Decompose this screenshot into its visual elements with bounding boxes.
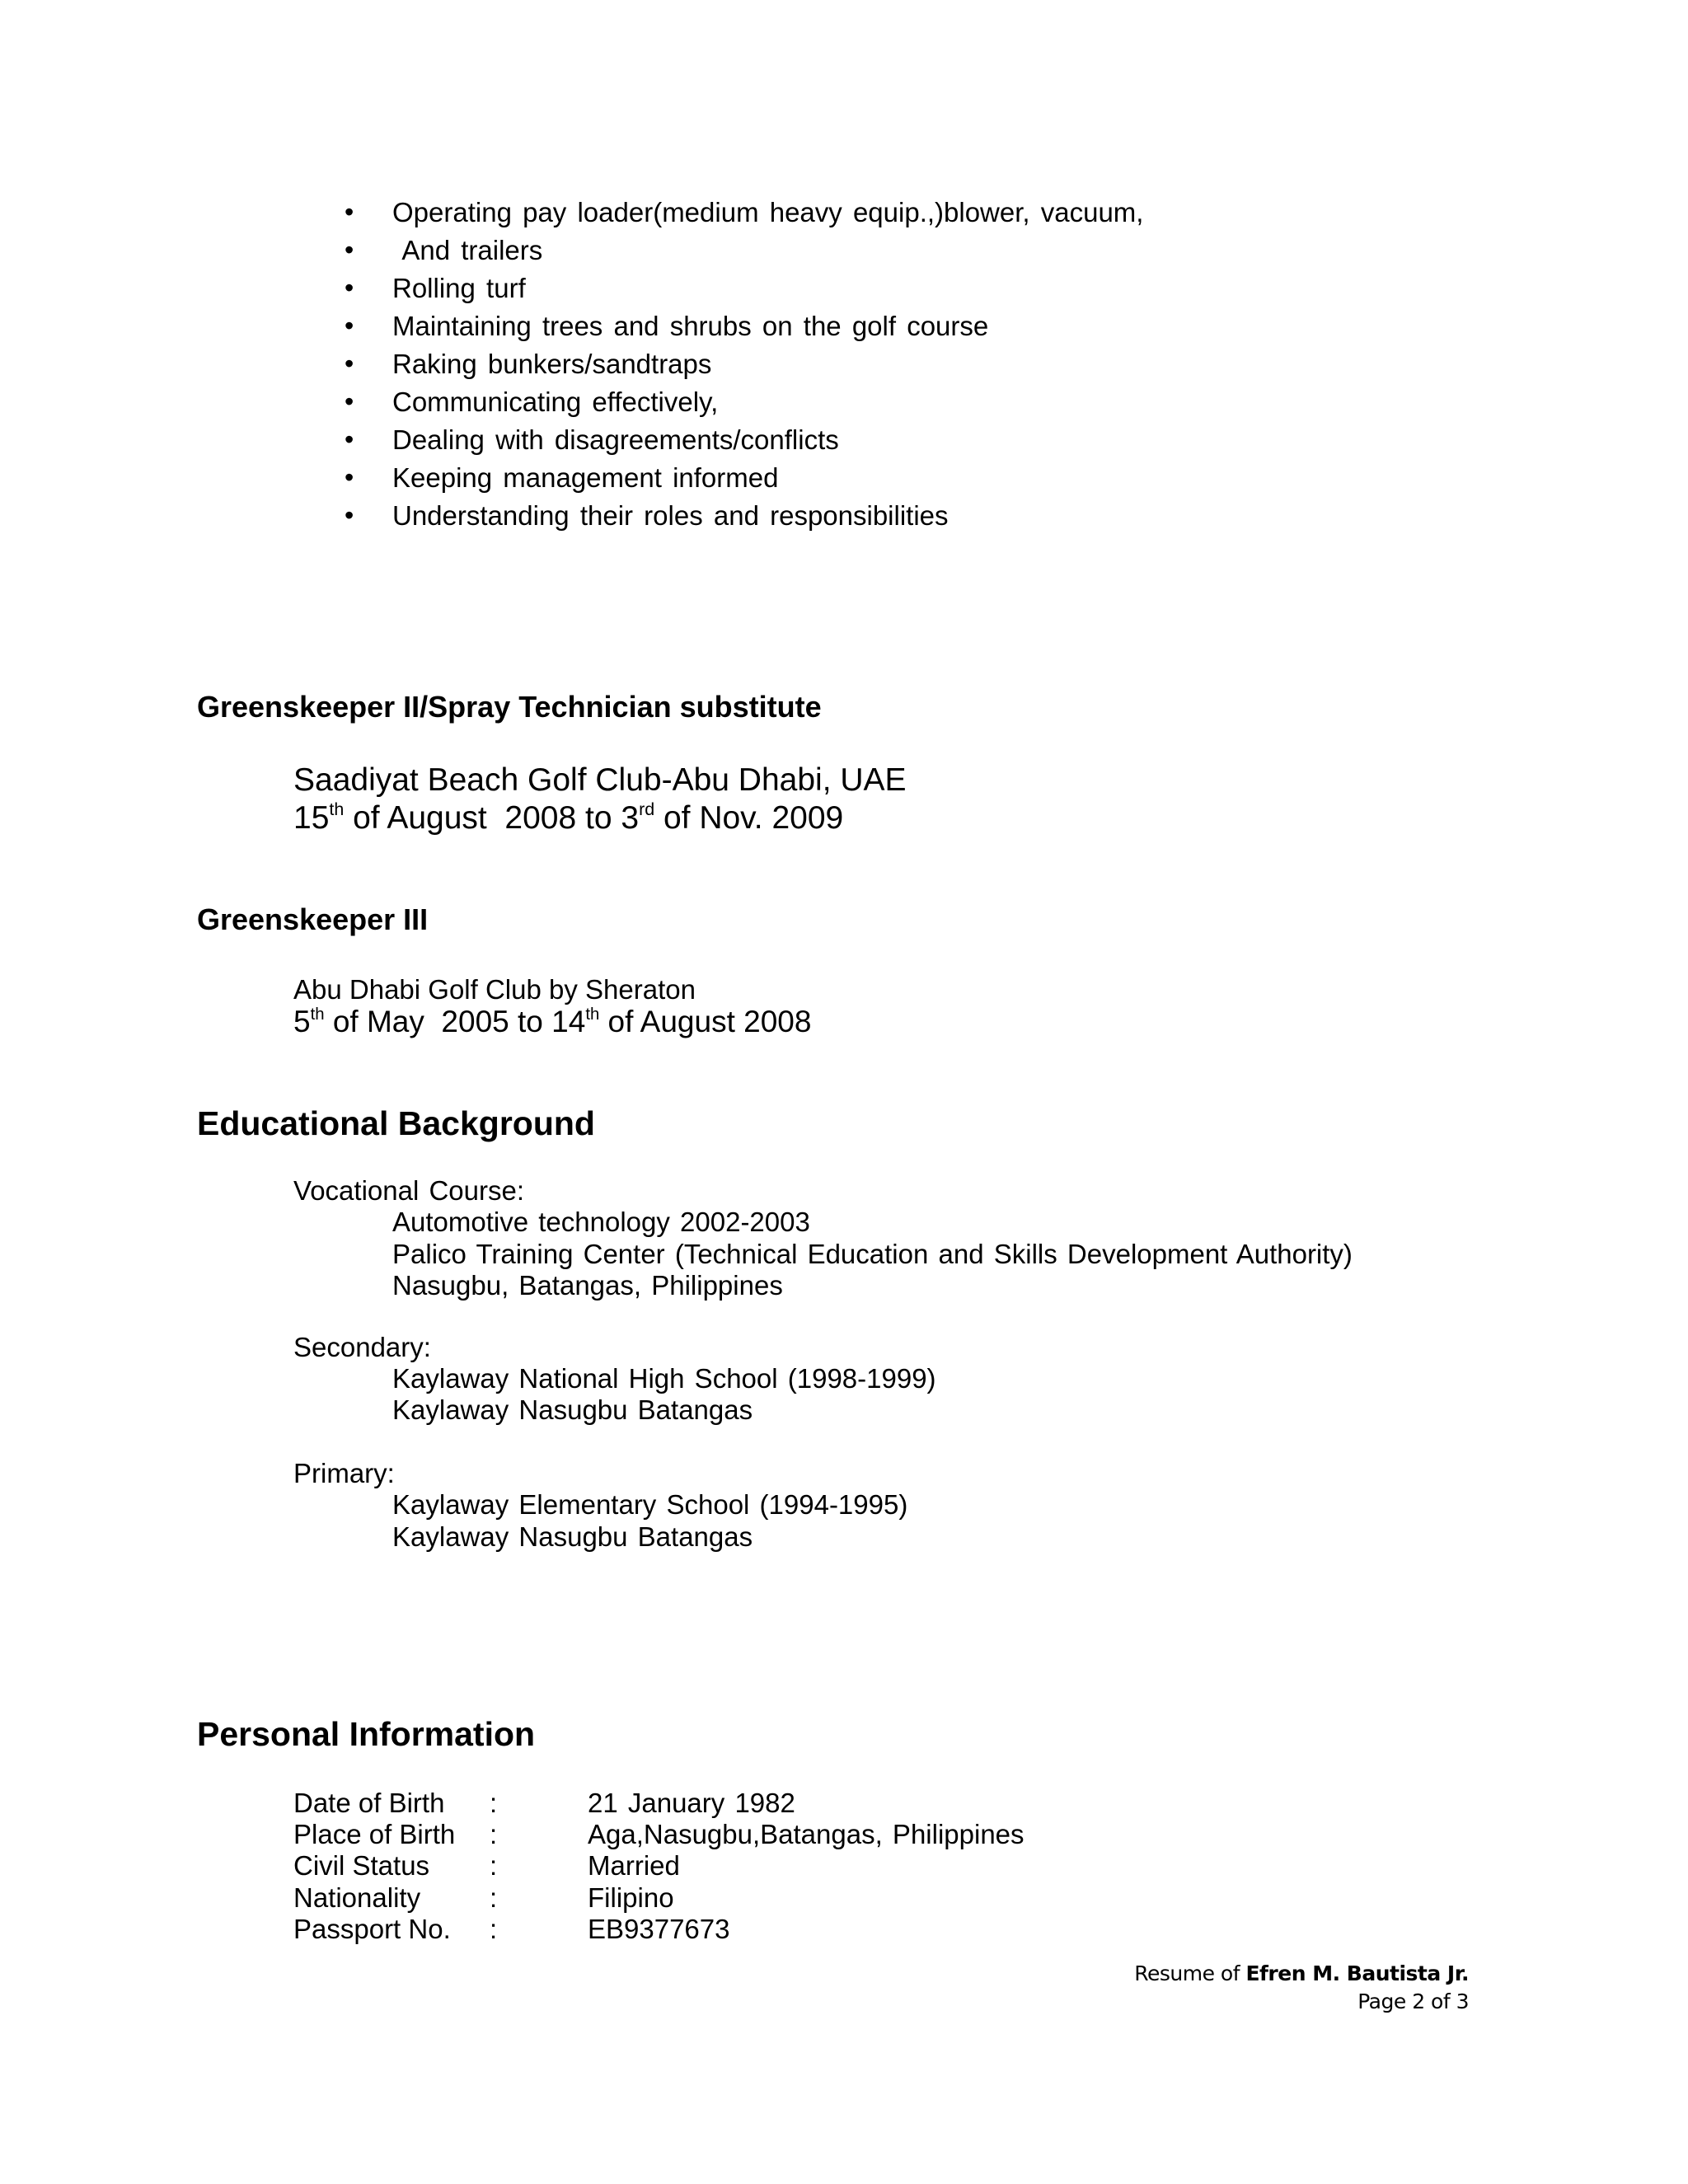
field-value: Aga,Nasugbu,Batangas, Philippines — [588, 1819, 1025, 1849]
primary-location: Kaylaway Nasugbu Batangas — [392, 1521, 753, 1552]
ordinal-suffix: th — [310, 1005, 325, 1024]
duty-text: Operating pay loader(medium heavy equip.,)blower, vacuum, — [392, 197, 1144, 227]
ordinal-suffix: rd — [639, 799, 655, 819]
field-separator: : — [490, 1788, 498, 1818]
footer-page-number: Page 2 of 3 — [1357, 1990, 1469, 2013]
date-text: of August 2008 — [599, 1005, 812, 1038]
section-heading-personal: Personal Information — [197, 1715, 536, 1753]
duty-text: Keeping management informed — [392, 462, 779, 493]
field-separator: : — [490, 1914, 498, 1944]
secondary-location: Kaylaway Nasugbu Batangas — [392, 1394, 753, 1425]
bullet-icon: • — [345, 349, 354, 378]
bullet-icon: • — [345, 462, 354, 492]
bullet-icon: • — [345, 273, 354, 302]
field-label: Nationality — [293, 1882, 421, 1913]
bullet-icon: • — [345, 311, 354, 340]
start-day: 5 — [293, 1005, 311, 1038]
secondary-label: Secondary: — [293, 1332, 431, 1362]
ordinal-suffix: th — [585, 1005, 600, 1024]
field-separator: : — [490, 1819, 498, 1849]
section-heading-education: Educational Background — [197, 1104, 595, 1142]
vocational-course: Automotive technology 2002-2003 — [392, 1207, 810, 1237]
duty-text: Understanding their roles and responsibilities — [392, 500, 949, 531]
job-dates — [293, 799, 844, 836]
date-text: of August 2008 to 3 — [344, 800, 640, 836]
job-dates — [293, 1006, 811, 1037]
bullet-icon: • — [345, 197, 354, 227]
duty-text: Communicating effectively, — [392, 387, 719, 417]
field-value: Married — [588, 1850, 680, 1881]
primary-school: Kaylaway Elementary School (1994-1995) — [392, 1489, 908, 1520]
ordinal-suffix: th — [329, 799, 345, 819]
date-text: of May 2005 to 14 — [324, 1005, 586, 1038]
job-employer: Abu Dhabi Golf Club by Sheraton — [293, 974, 696, 1005]
duty-text: Maintaining trees and shrubs on the golf course — [392, 311, 989, 341]
job-title: Greenskeeper II/Spray Technician substitute — [197, 690, 822, 724]
duty-text: And trailers — [392, 235, 543, 265]
duty-text: Raking bunkers/sandtraps — [392, 349, 712, 379]
vocational-location: Nasugbu, Batangas, Philippines — [392, 1270, 783, 1301]
field-value: 21 January 1982 — [588, 1788, 795, 1818]
field-label: Passport No. — [293, 1914, 451, 1944]
footer-name: Efren M. Bautista Jr. — [1245, 1961, 1469, 1985]
bullet-icon: • — [345, 424, 354, 454]
bullet-icon: • — [345, 387, 354, 416]
secondary-school: Kaylaway National High School (1998-1999) — [392, 1363, 936, 1394]
footer-prefix: Resume of — [1134, 1961, 1246, 1985]
field-label: Date of Birth — [293, 1788, 445, 1818]
job-title: Greenskeeper III — [197, 902, 429, 936]
duty-text: Dealing with disagreements/conflicts — [392, 424, 839, 455]
date-text: of Nov. 2009 — [654, 800, 844, 836]
primary-label: Primary: — [293, 1458, 395, 1488]
bullet-icon: • — [345, 235, 354, 265]
footer-resume-of — [1134, 1963, 1469, 1984]
duty-text: Rolling turf — [392, 273, 526, 303]
field-separator: : — [490, 1850, 498, 1881]
field-label: Civil Status — [293, 1850, 430, 1881]
vocational-school: Palico Training Center (Technical Education and Skills Development Authority) — [392, 1239, 1353, 1269]
bullet-icon: • — [345, 500, 354, 530]
start-day: 15 — [293, 800, 330, 836]
field-separator: : — [490, 1882, 498, 1913]
field-label: Place of Birth — [293, 1819, 456, 1849]
field-value: Filipino — [588, 1882, 674, 1913]
job-employer: Saadiyat Beach Golf Club-Abu Dhabi, UAE — [293, 762, 907, 798]
vocational-label: Vocational Course: — [293, 1175, 525, 1206]
field-value: EB9377673 — [588, 1914, 730, 1944]
